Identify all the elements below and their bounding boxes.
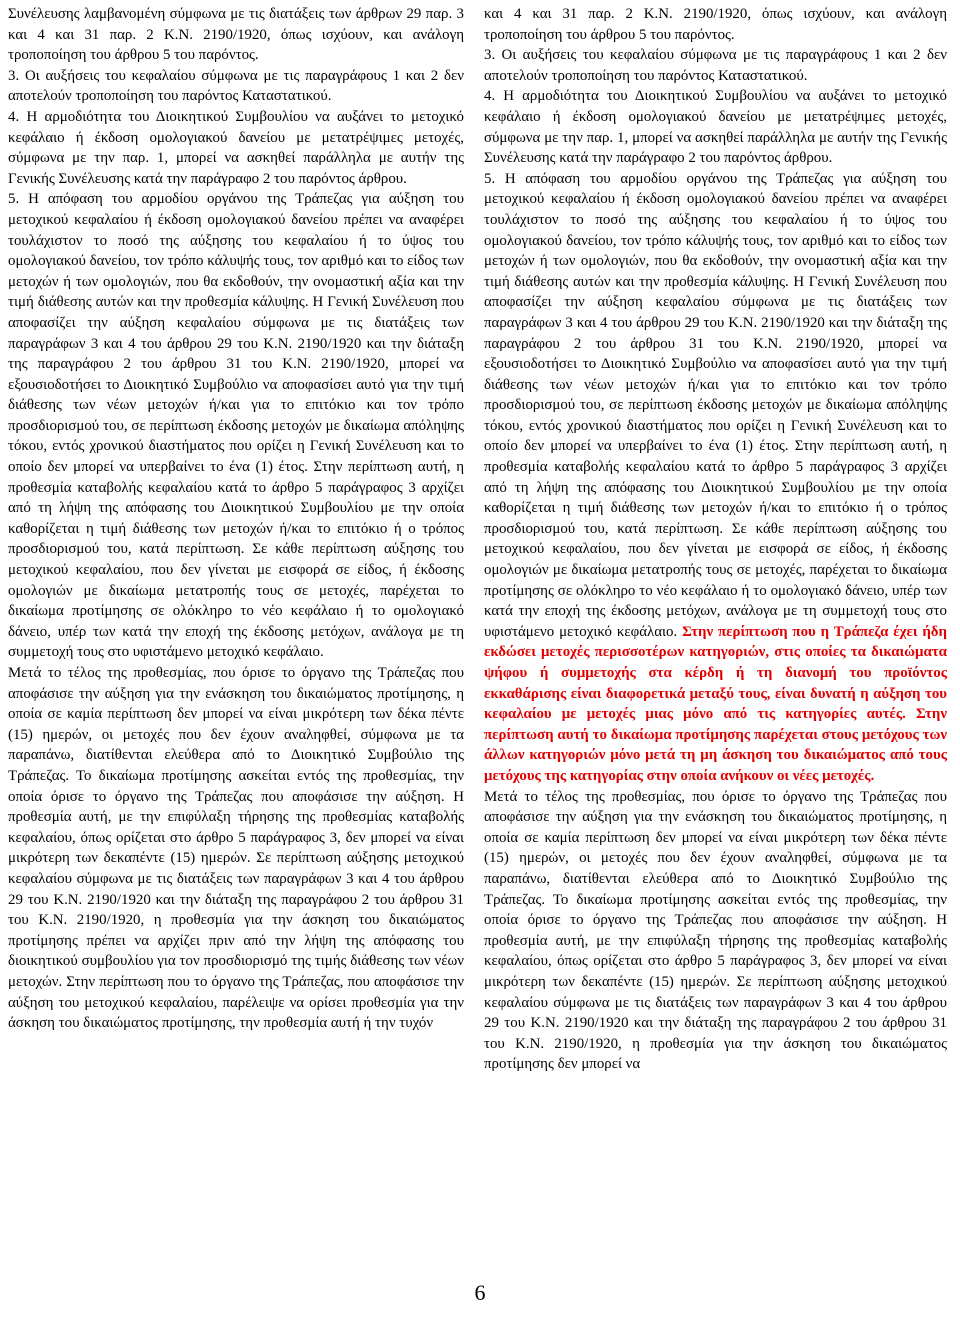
right-paragraph-3: 3. Οι αυξήσεις του κεφαλαίου σύμφωνα με τις παραγράφους 1 και 2 δεν αποτελούν τροποποίηση του παρόντος Καταστατικού. <box>484 47 947 84</box>
left-paragraph-3: 3. Οι αυξήσεις του κεφαλαίου σύμφωνα με τις παραγράφους 1 και 2 δεν αποτελούν τροποποίηση του παρόντος Καταστατικού. <box>8 67 464 105</box>
right-column <box>484 4 947 1075</box>
left-paragraph-5: 5. Η απόφαση του αρμοδίου οργάνου της Τράπεζας για αύξηση του μετοχικού κεφαλαίου ή έκδοση ομολογιακού δανείου πρέπει να αναφέρει τουλάχιστον το ποσό της αύξησης του κεφαλαίου ή το ύψος του ομολογιακού δανείου, τον τρόπο κάλυψής τους, τον αριθμό και το είδος των μετοχών ή των ομολογιών, που θα εκδοθούν, την ονομαστική αξία και την τιμή διάθεσης αυτών και την προθεσμία κάλυψης. Η Γενική Συνέλευση που αποφασίζει την αύξηση κεφαλαίου σύμφωνα με τις διατάξεις των παραγράφων 3 και 4 του άρθρου 29 του Κ.Ν. 2190/1920 και την διάταξη της παραγράφου 2 του άρθρου 31 του Κ.Ν. 2190/1920, μπορεί να εξουσιοδοτήσει το Διοικητικό Συμβούλιο να αποφασίσει αυτό για την τιμή διάθεσης των νέων μετοχών ή/και για το επιτόκιο και τον τρόπο προσδιορισμού του, σε περίπτωση έκδοσης μετοχών με δικαίωμα απόληψης τόκου, εντός χρονικού διαστήματος που ορίζει η Γενική Συνέλευση και το οποίο δεν μπορεί να υπερβαίνει το ένα (1) έτος. Στην περίπτωση αυτή, η προθεσμία καταβολής κεφαλαίου κατά το άρθρο 5 παράγραφος 3 αρχίζει από τη λήψη της απόφασης του Διοικητικού Συμβουλίου με την οποία καθορίζεται η τιμή διάθεσης των μετοχών ή/και το επιτόκιο ή ο τρόπος προσδιορισμού του, κατά περίπτωση. Σε κάθε περίπτωση αύξησης του μετοχικού κεφαλαίου, που δεν γίνεται με εισφορά σε είδος, ή έκδοσης ομολογιών με δικαίωμα μετατροπής τους σε μετοχές, παρέχεται το δικαίωμα προτίμησης σε ολόκληρο το νέο κεφάλαιο ή το ομολογιακό δάνειο, υπέρ των κατά την εποχή της έκδοσης μετόχων, ανάλογα με τη συμμετοχή τους στο υφιστάμενο μετοχικό κεφάλαιο. <box>8 191 464 661</box>
left-paragraph-continuation: Συνέλευσης λαμβανομένη σύμφωνα με τις διατάξεις των άρθρων 29 παρ. 3 και 4 και 31 παρ. 2 Κ.Ν. 2190/1920, όπως ισχύουν, και ανάλογη τροποποίηση του άρθρου 5 του παρόντος. <box>8 6 464 64</box>
right-paragraph-5-text: 5. Η απόφαση του αρμοδίου οργάνου της Τράπεζας για αύξηση του μετοχικού κεφαλαίου ή έκδοση ομολογιακού δανείου πρέπει να αναφέρει τουλάχιστον το ποσό της αύξησης του κεφαλαίου ή το ύψος του ομολογιακού δανείου, τον τρόπο κάλυψής τους, τον αριθμό και το είδος των μετοχών ή των ομολογιών, που θα εκδοθούν, την ονομαστική αξία και την τιμή διάθεσης αυτών και την προθεσμία κάλυψης. Η Γενική Συνέλευση που αποφασίζει την αύξηση κεφαλαίου σύμφωνα με τις διατάξεις των παραγράφων 3 και 4 του άρθρου 29 του Κ.Ν. 2190/1920 και την διάταξη της παραγράφου 2 του άρθρου 31 του Κ.Ν. 2190/1920, μπορεί να εξουσιοδοτήσει το Διοικητικό Συμβούλιο να αποφασίσει αυτό για την τιμή διάθεσης των νέων μετοχών ή/και για το επιτόκιο και τον τρόπο προσδιορισμού του, σε περίπτωση έκδοσης μετοχών με δικαίωμα απόληψης τόκου, εντός χρονικού διαστήματος που ορίζει η Γενική Συνέλευση και το οποίο δεν μπορεί να υπερβαίνει το ένα (1) έτος. Στην περίπτωση αυτή, η προθεσμία καταβολής κεφαλαίου κατά το άρθρο 5 παράγραφος 3 αρχίζει από τη λήψη της απόφασης του Διοικητικού Συμβουλίου με την οποία καθορίζεται η τιμή διάθεσης των μετοχών ή/και το επιτόκιο ή ο τρόπος προσδιορισμού του, κατά περίπτωση. Σε κάθε περίπτωση αύξησης του μετοχικού κεφαλαίου, που δεν γίνεται με εισφορά σε είδος, ή έκδοσης ομολογιών με δικαίωμα μετατροπής τους σε μετοχές, παρέχεται το δικαίωμα προτίμησης σε ολόκληρο το νέο κεφάλαιο ή το ομολογιακό δάνειο, υπέρ των κατά την εποχή της έκδοσης μετόχων, ανάλογα με τη συμμετοχή τους στο υφιστάμενο μετοχικό κεφάλαιο. <box>484 170 947 640</box>
right-paragraph-5 <box>484 169 947 787</box>
left-paragraph-rights-deadline: Μετά το τέλος της προθεσμίας, που όρισε το όργανο της Τράπεζας που αποφάσισε την αύξηση για την ενάσκηση του δικαιώματος προτίμησης, η οποία σε καμία περίπτωση δεν μπορεί να είναι μικρότερη των δέκα πέντε (15) ημερών, οι μετοχές που δεν έχουν αναληφθεί, σύμφωνα με τα παραπάνω, διατίθενται ελεύθερα από το Διοικητικό Συμβούλιο της Τράπεζας. Το δικαίωμα προτίμησης ασκείται εντός της προθεσμίας, την οποία όρισε το όργανο της Τράπεζας που αποφάσισε την αύξηση. Η προθεσμία αυτή, με την επιφύλαξη τήρησης της προθεσμίας καταβολής κεφαλαίου, όπως ορίζεται στο άρθρο 5 παράγραφος 3, δεν μπορεί να είναι μικρότερη των δεκαπέντε (15) ημερών. Σε περίπτωση αύξησης μετοχικού κεφαλαίου σύμφωνα με τις διατάξεις των παραγράφων 3 και 4 του άρθρου 29 του Κ.Ν. 2190/1920 και την διάταξη της παραγράφου 2 του άρθρου 31 του Κ.Ν. 2190/1920, η προθεσμία για την άσκηση του δικαιώματος προτίμησης πρέπει να αρχίζει πριν από την λήψη της απόφασης του διοικητικού συμβουλίου για τον προσδιορισμό της τιμής διάθεσης των νέων μετοχών. Στην περίπτωση που το όργανο της Τράπεζας, που αποφάσισε την αύξηση του μετοχικού κεφαλαίου, παρέλειψε να ορίσει προθεσμία για την άσκηση του δικαιώματος προτίμησης, την προθεσμία αυτή ή την τυχόν <box>8 665 464 1032</box>
amendment-highlight: Στην περίπτωση που η Τράπεζα έχει ήδη εκδώσει μετοχές περισσοτέρων κατηγοριών, στις οποίες τα δικαιώματα ψήφου ή συμμετοχής στα κέρδη ή τη διανομή του προϊόντος εκκαθάρισης είναι διαφορετικά μεταξύ τους, είναι δυνατή η αύξηση του κεφαλαίου με μετοχές μιας μόνο από τις κατηγορίες αυτές. Στην περίπτωση αυτή το δικαίωμα προτίμησης παρέχεται στους μετόχους των άλλων κατηγοριών μόνο μετά τη μη άσκηση του δικαιώματος από τους μετόχους της κατηγορίας στην οποία ανήκουν οι νέες μετοχές. <box>484 623 947 784</box>
right-paragraph-rights-deadline: Μετά το τέλος της προθεσμίας, που όρισε το όργανο της Τράπεζας που αποφάσισε την αύξηση για την ενάσκηση του δικαιώματος προτίμησης, η οποία σε καμία περίπτωση δεν μπορεί να είναι μικρότερη των δέκα πέντε (15) ημερών, οι μετοχές που δεν έχουν αναληφθεί, σύμφωνα με τα παραπάνω, διατίθενται ελεύθερα από το Διοικητικό Συμβούλιο της Τράπεζας. Το δικαίωμα προτίμησης ασκείται εντός της προθεσμίας, την οποία όρισε το όργανο της Τράπεζας που αποφάσισε την αύξηση. Η προθεσμία αυτή, με την επιφύλαξη τήρησης της προθεσμίας καταβολής κεφαλαίου, όπως ορίζεται στο άρθρο 5 παράγραφος 3, δεν μπορεί να είναι μικρότερη των δεκαπέντε (15) ημερών. Σε περίπτωση αύξησης μετοχικού κεφαλαίου σύμφωνα με τις διατάξεις των παραγράφων 3 και 4 του άρθρου 29 του Κ.Ν. 2190/1920 και την διάταξη της παραγράφου 2 του άρθρου 31 του Κ.Ν. 2190/1920, η προθεσμία για την άσκηση του δικαιώματος προτίμησης δεν μπορεί να <box>484 788 947 1073</box>
left-column <box>8 4 464 1034</box>
right-paragraph-4: 4. Η αρμοδιότητα του Διοικητικού Συμβουλίου να αυξάνει το μετοχικό κεφάλαιο ή έκδοση ομολογιακού δανείου με μετατρέψιμες μετοχές, σύμφωνα με την παρ. 1, μπορεί να ασκηθεί παράλληλα με αυτήν της Γενικής Συνέλευσης κατά την παράγραφο 2 του παρόντος άρθρου. <box>484 88 947 167</box>
right-paragraph-continuation: και 4 και 31 παρ. 2 Κ.Ν. 2190/1920, όπως ισχύουν, και ανάλογη τροποποίηση του άρθρου 5 του παρόντος. <box>484 6 947 43</box>
page-number: 6 <box>474 1280 486 1305</box>
left-paragraph-4: 4. Η αρμοδιότητα του Διοικητικού Συμβουλίου να αυξάνει το μετοχικό κεφάλαιο ή έκδοση ομολογιακού δανείου με μετατρέψιμες μετοχές, σύμφωνα με την παρ. 1, μπορεί να ασκηθεί παράλληλα με αυτήν της Γενικής Συνέλευσης κατά την παράγραφο 2 του παρόντος άρθρου. <box>8 108 464 187</box>
